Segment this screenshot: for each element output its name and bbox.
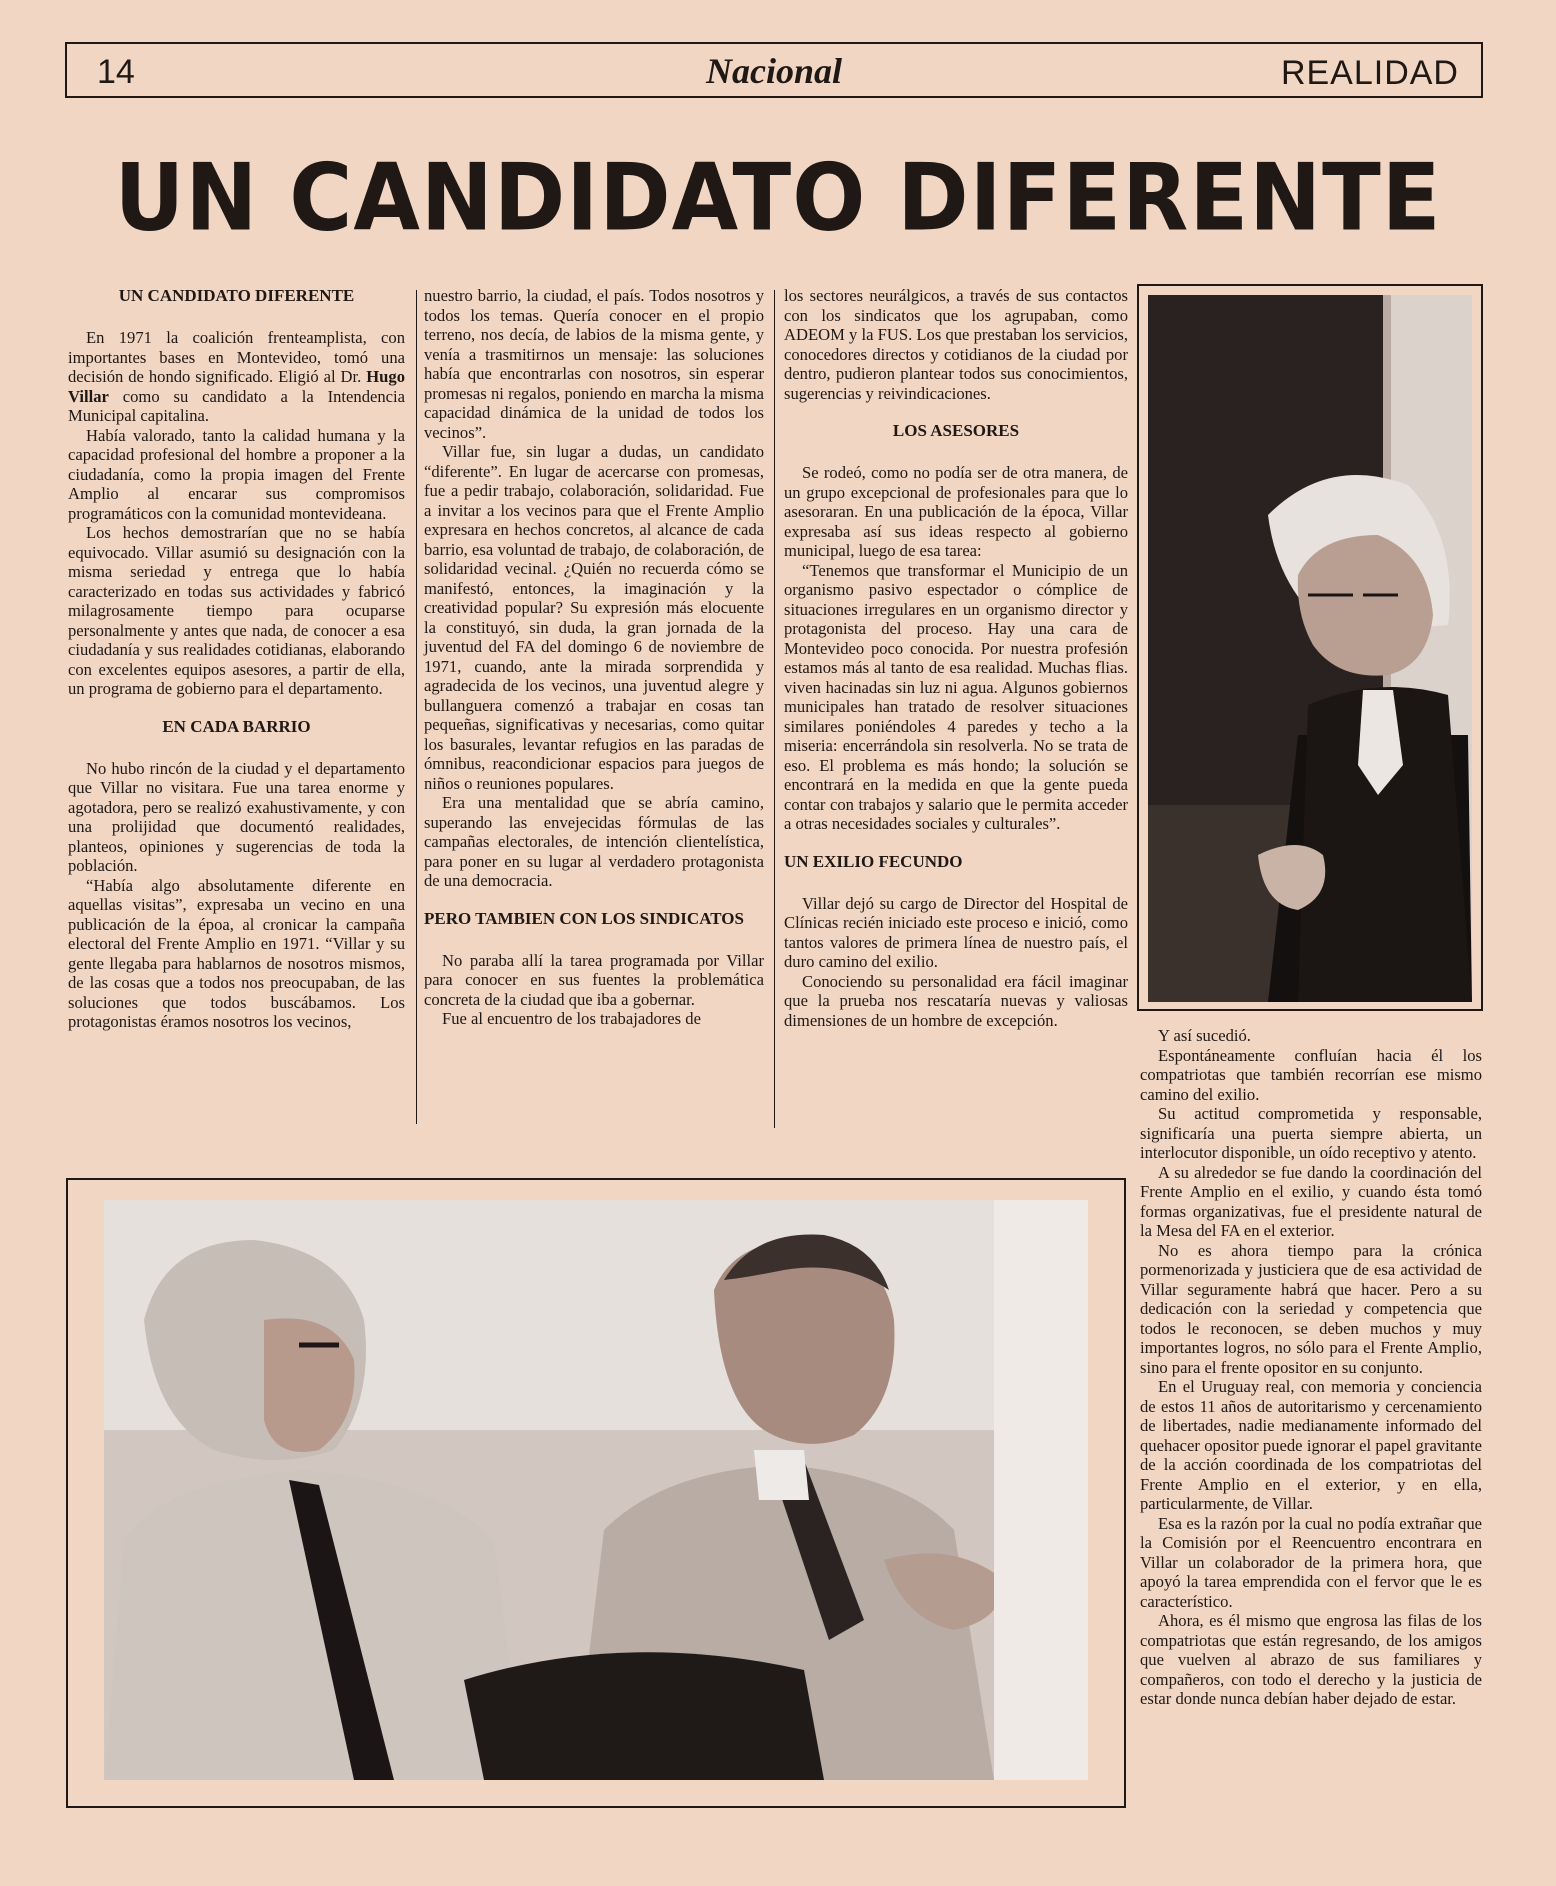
group-photo [66,1178,1126,1808]
paragraph: No paraba allí la tarea programada por Villar para conocer en sus fuentes la problemática concreta de la ciudad que iba a gobernar. [424,950,764,1009]
paragraph: Había valorado, tanto la calidad humana y la capacidad profesional del hombre a proponer a la ciudadanía, como la propia imagen del Frente Amplio al encarar sus compromisos programáticos con la comunidad montevideana. [68,425,405,523]
subheading-barrio: EN CADA BARRIO [162,716,311,736]
paragraph: Conociendo su personalidad era fácil imaginar que la prueba nos rescataría nuevas y valiosas dimensiones de un hombre de excepción. [784,971,1128,1030]
portrait-image [1148,295,1472,1002]
article-column-2 [424,286,764,1029]
column-rule [774,290,775,1128]
paragraph: No hubo rincón de la ciudad y el departamento que Villar no visitara. Fue una tarea enorme y agotadora, pero se realizó exahustivamente, y con una prolijidad que documentó realidades, planteos, opiniones y sugerencias de toda la población. [68,758,405,875]
article-column-4 [1140,1026,1482,1709]
name-highlight: Hugo Villar [68,367,405,406]
article-column-3 [784,286,1128,1030]
paragraph: Los hechos demostrarían que no se había equivocado. Villar asumió su designación con la misma seriedad y entrega que lo había caracterizado en todas sus actividades y fabricó milagrosamente tiempo para ocuparse personalmente y antes que nada, de conocer a esa ciudadanía y sus realidades cotidianas, elaborando con excelentes equipos asesores, a partir de ella, un programa de gobierno para el departamento. [68,523,405,698]
section-title: Nacional [705,51,842,91]
paragraph: En 1971 la coalición frenteamplista, con importantes bases en Montevideo, tomó una decisión de hondo significado. Eligió al Dr. Hugo Villar como su candidato a la Intendencia Municipal capitalina. [68,328,405,425]
portrait-illustration [1148,295,1472,1002]
paragraph: los sectores neurálgicos, a través de sus contactos con los sindicatos que los agrupaban, como ADEOM y la FUS. Los que prestaban los servicios, conocedores directos y cotidianos de la ciudad por dentro, pudieron plantear todos sus conocimientos, sugerencias y reivindicaciones. [784,286,1128,403]
page-number: 14 [97,53,135,91]
publication-name: REALIDAD [1280,54,1459,92]
subheading-candidato: UN CANDIDATO DIFERENTE [118,286,355,305]
paragraph: Se rodeó, como no podía ser de otra manera, de un grupo excepcional de profesionales para que lo asesoraran. En una publicación de la época, Villar expresaba así sus ideas respecto al gobierno municipal, luego de esa tarea: [784,463,1128,560]
subheading-sindicatos: PERO TAMBIEN CON LOS SINDICATOS [424,908,744,928]
subheading-exilio: UN EXILIO FECUNDO [784,851,963,871]
paragraph: Fue al encuentro de los trabajadores de [442,1009,701,1028]
group-illustration [104,1200,1088,1780]
portrait-photo [1137,284,1483,1011]
paragraph: Ahora, es él mismo que engrosa las filas de los compatriotas que están regresando, de los amigos que vuelven al abrazo de sus familiares y compañeros, con todo el derecho y la justicia de estar donde nunca debían haber dejado de estar. [1140,1611,1482,1708]
paragraph: En el Uruguay real, con memoria y conciencia de estos 11 años de autoritarismo y cercenamiento de libertades, nadie medianamente informado del quehacer opositor puede ignorar el papel gravitante de la acción coordinada de los compatriotas del Frente Amplio en el exterior, y en ella, particularmente, de Villar. [1140,1377,1482,1513]
group-image [104,1200,1088,1780]
page-header [65,42,1483,98]
paragraph: Villar fue, sin lugar a dudas, un candidato “diferente”. En lugar de acercarse con promesas, fue a pedir trabajo, colaboración, solidaridad. Fue a invitar a los vecinos para que el Frente Amplio expresara en hechos concretos, al alcance de cada barrio, esa voluntad de trabajo, de colaboración, de solidaridad vecinal. ¿Quién no recuerda cómo se manifestó, entonces, la imaginación y la creatividad popular? Su expresión más elocuente la constituyó, sin duda, la gran jornada de la juventud del FA del domingo 6 de noviembre de 1971, cuando, ante la mirada sorprendida y agradecida de los vecinos, una juventud alegre y bullanguera comenzó a trabajar en cosas tan pequeñas, significativas y necesarias, como quitar los basurales, levantar refugios en las paradas de ómnibus, reacondicionar espacios para juegos de niños o reuniones populares. [424,442,764,793]
article-column-1 [68,286,405,1032]
paragraph: “Tenemos que transformar el Municipio de un organismo pasivo espectador o cómplice de situaciones irregulares en un organismo director y protagonista del proceso. Hay una cara de Montevideo poco conocida. Por nuestra profesión estamos más al tanto de esa realidad. Muchas flias. viven hacinadas sin luz ni agua. Algunos gobiernos municipales han tratado de resolver situaciones similares poniéndoles 4 paredes y techo a la miseria: encerrándola sin resolverla. No se trata de eso. El problema es más hondo; la solución se encontrará en la medida en que la gente pueda contar con trabajos y salario que le permita acceder a otras necesidades sociales y culturales”. [784,560,1128,833]
paragraph: “Había algo absolutamente diferente en aquellas visitas”, expresaba un vecino en una publicación de la époa, al cronicar la campaña electoral del Frente Amplio en 1971. “Villar y su gente llegaba para hablarnos de nosotros mismos, de las cosas que a todos nos preocupaban, de las soluciones que todos buscábamos. Los protagonistas éramos nosotros los vecinos, [68,875,405,1031]
paragraph: Esa es la razón por la cual no podía extrañar que la Comisión por el Reencuentro encontrara en Villar un colaborador de la primera hora, que apoyó la tarea emprendida con el fervor que le es característico. [1140,1513,1482,1611]
subheading-asesores: LOS ASESORES [892,421,1020,440]
paragraph: Su actitud comprometida y responsable, significaría una puerta siempre abierta, un interlocutor disponible, un oído receptivo y atento. [1140,1104,1482,1162]
main-headline: UN CANDIDATO DIFERENTE [114,144,1442,252]
paragraph: Villar dejó su cargo de Director del Hospital de Clínicas recién iniciado este proceso e inició, como tantos valores de primera línea de nuestro país, el duro camino del exilio. [784,893,1128,971]
paragraph: Era una mentalidad que se abría camino, superando las envejecidas fórmulas de las campañas electorales, de intención clientelística, para poner en su lugar al verdadero protagonista de una democracia. [424,793,764,890]
paragraph: Y así sucedió. [1158,1026,1251,1045]
column-rule [416,290,417,1124]
paragraph: Espontáneamente confluían hacia él los compatriotas que también recorrían ese mismo camino del exilio. [1140,1045,1482,1104]
paragraph: nuestro barrio, la ciudad, el país. Todos nosotros y todos los temas. Quería conocer en el propio terreno, nos decía, de labios de la misma gente, y venía a trasmitirnos un mensaje: las soluciones había que encontrarlas con nosotros, sin esperar promesas ni regalos, poniendo en marcha la misma capacidad dinámica de la unidad de todos los vecinos”. [424,286,764,442]
paragraph: A su alrededor se fue dando la coordinación del Frente Amplio en el exilio, y cuando ésta tomó formas organizativas, fue el presidente natural de la Mesa del FA en el exterior. [1140,1162,1482,1240]
paragraph: No es ahora tiempo para la crónica pormenorizada y justiciera que de esa actividad de Villar seguramente habrá que hacer. Pero a su dedicación con la seriedad y competencia que todos le reconocen, se deben muchos y muy importantes logros, no sólo para el Frente Amplio, sino para el frente opositor en su conjunto. [1140,1240,1482,1377]
